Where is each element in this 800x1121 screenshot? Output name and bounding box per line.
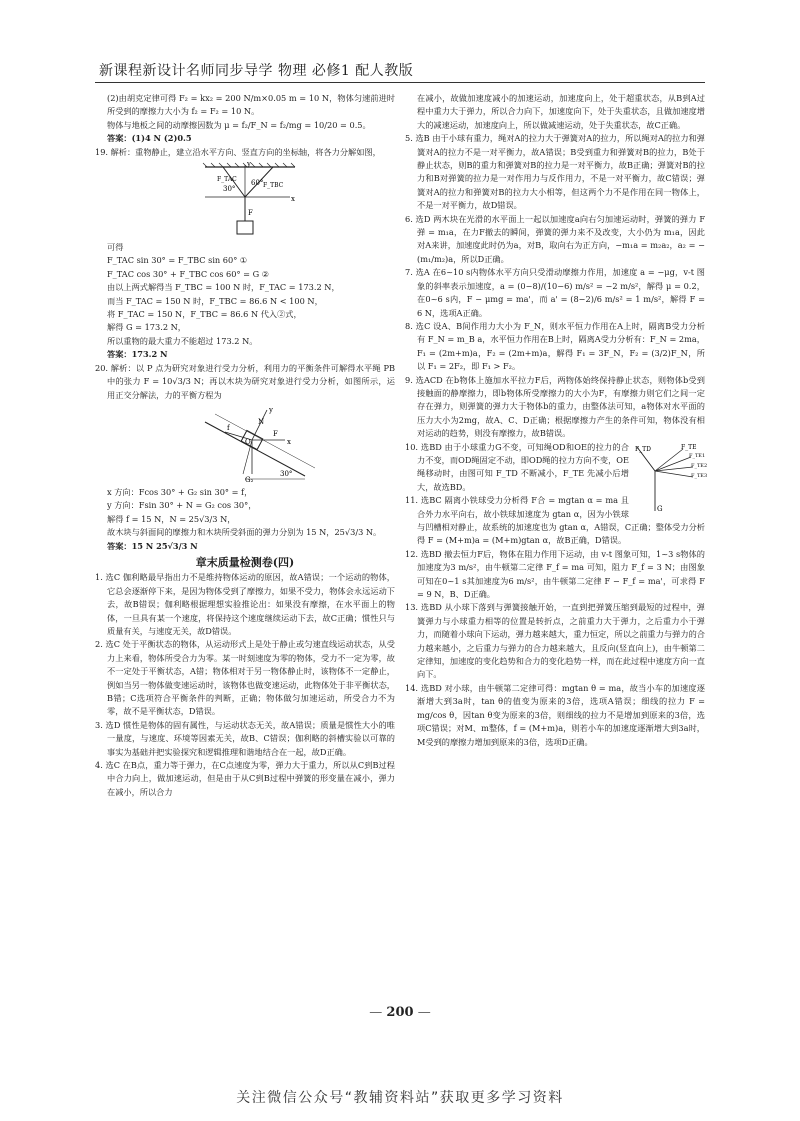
fig10-label-fte: F_TE <box>681 443 697 451</box>
question-answer: 1. 选C 伽利略最早指出力不是维持物体运动的原因，故A错误；一个运动的物体，它总会逐渐停下来，是因为物体受到了摩擦力，如果不受力，物体会永远运动下去，故B错误；伽利略根据理想实验推论出：如果没有摩擦，在水平面上的物体，一旦具有某一个速度，将保持这个速度继续运动下去，故C正确；惯性只与质量有关，与速度无关，故D错误。 <box>95 572 395 636</box>
fig19-label-f: F <box>248 209 253 218</box>
fig10-label-fte2: F_TE2 <box>691 462 708 469</box>
text-paragraph: 所以重物的最大重力不能超过 173.2 N。 <box>107 335 258 346</box>
fig20-label-fric: f <box>227 423 230 432</box>
text-paragraph: 由以上两式解得当 F_TBC = 100 N 时，F_TAC = 173.2 N， <box>107 282 340 293</box>
fig10-label-fte1: F_TE1 <box>689 452 706 459</box>
text-paragraph: 将 F_TAC = 150 N，F_TBC = 86.6 N 代入②式， <box>107 309 302 320</box>
question-answer: 2. 选C 处于平衡状态的物体，从运动形式上是处于静止或匀速直线运动状态，从受力上来看，物体所受合力为零。某一时刻速度为零的物体，受力不一定为零，故不一定处于平衡状态，A错；物体相对于另一物体静止时，该物体不一定静止，例如当另一物体做变速运动时，该物体也做变速运动，此物体处于非平衡状态，B错；C选项符合平衡条件的判断，正确；物体做匀加速运动，所受合力不为零，故不是平衡状态，D错误。 <box>95 639 395 717</box>
question-answer: 14. 选BD 对小球，由牛顿第二定律可得：mgtan θ = ma，故当小车的加速度逐渐增大到3a时，tan θ的值变为原来的3倍，选项A错误；细线的拉力 F = mg/cos θ，因tan θ变为原来的3倍，则细线的拉力不是增加到原来的3倍，选项C错误；对M、m整体，f = (M+m)a，则若小车的加速度逐渐增大到3a时，M受到的摩擦力增加到原来的3倍，选项D正确。 <box>405 682 705 747</box>
answer-line: 答案：15 N 25√3/3 N <box>107 540 198 551</box>
text-paragraph: 故木块与斜面间的摩擦力和木块所受斜面的弹力分别为 15 N，25√3/3 N。 <box>107 527 382 538</box>
question-answer: 3. 选D 惯性是物体的固有属性，与运动状态无关，故A错误；质量是惯性大小的唯一量度，与速度、环境等因素无关，故B、C错误；伽利略的斜槽实验以可靠的事实为基础并把实验探究和逻辑推理和谐地结合在一起，故D正确。 <box>95 719 395 757</box>
question-answer: 12. 选BD 撤去恒力F后，物体在阻力作用下运动，由 v-t 图象可知，1~3 s物体的加速度为3 m/s²，由牛顿第二定律 F_f = ma 可知，阻力 F_f = 3 N；由图象可知在0~1 s其加速度为6 m/s²，由牛顿第二定律 F − F_f = ma'，可求得 F = 9 N，B、D正确。 <box>405 548 705 600</box>
fig19-label-60: 60° <box>251 179 264 188</box>
left-column <box>95 92 395 799</box>
text-paragraph: 解得 G = 173.2 N， <box>107 322 186 333</box>
equation: F_TAC cos 30° + F_TBC cos 60° = G ② <box>107 268 270 279</box>
page-number: — 200 — <box>369 1005 431 1020</box>
footer-note: 关注微信公众号“教辅资料站”获取更多学习资料 <box>236 1090 564 1106</box>
equation: x 方向：Fcos 30° + G₂ sin 30° = f， <box>107 486 253 497</box>
text-paragraph: (2)由胡克定律可得 F₂ = kx₂ = 200 N/m×0.05 m = 10 N，物体匀速前进时所受到的摩擦力大小为 f₂ = F₂ = 10 N。 <box>107 93 395 117</box>
fig20-label-o: O <box>245 437 251 446</box>
question-answer: 7. 选A 在6~10 s内物体水平方向只受滑动摩擦力作用，加速度 a = −μg，v-t 图象的斜率表示加速度，a = (0−8)/(10−6) m/s² = −2 m/s²，解得 μ = 0.2，在0~6 s内，F − μmg = ma'，而 a' = (8−2)/6 m/s² = 1 m/s²，解得 F = 6 N，选项A正确。 <box>405 267 705 318</box>
fig20-label-30: 30° <box>280 469 293 478</box>
equation: F_TAC sin 30° = F_TBC sin 60° ① <box>107 255 248 266</box>
fig19-label-30: 30° <box>223 185 236 194</box>
fig19-label-x: x <box>291 195 295 204</box>
fig19-label-ftbc: F_TBC <box>263 182 284 190</box>
fig20-label-f: F <box>273 429 278 438</box>
text-paragraph: 在减小，故做加速度减小的加速运动，加速度向上，处于超重状态，从B到A过程中重力大于弹力，所以合力向下，加速度向下，处于失重状态，且做加速度增大的减速运动，加速度向上，所以做减速运动，处于失重状态，故C正确。 <box>417 93 705 130</box>
right-column <box>405 92 708 749</box>
question-answer: 13. 选BD 从小球下落到与弹簧接触开始，一直到把弹簧压缩到最短的过程中，弹簧弹力与小球重力相等的位置是转折点，之前重力大于弹力，之后重力小于弹力，而随着小球向下运动，弹力越来越大，重力恒定，所以之前重力与弹力的合力越来越小，之后重力与弹力的合力越来越大，且反向(竖直向上)，由牛顿第二定律知，加速度的变化趋势和合力的变化趋势一样，而在此过程中速度方向一直向下。 <box>405 602 705 680</box>
page-number-value: 200 <box>386 1005 414 1020</box>
question-answer: 10. 选BD 由于小球重力G不变，可知绳OD和OE的拉力的合力不变，而OD绳固定不动，即OD绳的拉力方向不变，OE绳移动时，由图可知 F_TD 不断减小，F_TE 先减小后增大，故选BD。 <box>405 441 629 492</box>
fig19-label-y: y <box>247 160 251 169</box>
figure-10 <box>633 441 708 519</box>
answer-line: 答案：173.2 N <box>107 349 168 360</box>
text-paragraph: 解得 f = 15 N，N = 25√3/3 N， <box>107 513 236 524</box>
section-title: 章末质量检测卷(四) <box>195 555 295 569</box>
fig20-label-n: N <box>258 417 265 426</box>
figure-20 <box>95 404 395 484</box>
page-header <box>95 58 705 83</box>
question-answer: 11. 选BC 隔离小铁球受力分析得 F合 = mgtan α = ma 且合外力水平向右，故小铁球加速度为 gtan α，因为小铁球与凹槽相对静止，故系统的加速度也为 gtan α，A错误，C正确；整体受力分析得 F = (M+m)a = (M+m)gtan α，故B正确，D错误。 <box>405 495 705 546</box>
answer-line: 答案：(1)4 N (2)0.5 <box>107 133 192 144</box>
figure-19 <box>95 161 395 239</box>
fig19-label-ftac: F_TAC <box>217 176 237 184</box>
text-paragraph: 20. 解析：以 P 点为研究对象进行受力分析，利用力的平衡条件可解得水平绳 PB 中的张力 F = 10√3/3 N；再以木块为研究对象进行受力分析，如图所示，运用正交分解法，力的平衡方程为 <box>95 362 395 400</box>
text-paragraph: 可得 <box>107 242 124 253</box>
question-answer: 5. 选B 由于小球有重力，绳对A的拉力大于弹簧对A的拉力，所以绳对A的拉力和弹簧对A的拉力不是一对平衡力，故A错误；B受到重力和弹簧对B的拉力，B处于静止状态，则B的重力和弹簧对B的拉力是一对平衡力，故B正确；弹簧对B的拉力和B对弹簧的拉力是一对作用力与反作用力，不是一对平衡力，故C错误；弹簧对A的拉力和弹簧对B的拉力大小相等，但这两个力不是作用在同一物体上，不是一对平衡力，故D错误。 <box>405 133 705 211</box>
header-title: 新课程新设计名师同步导学 物理 必修1 配人教版 <box>99 63 414 79</box>
question-answer: 4. 选C 在B点，重力等于弹力，在C点速度为零，弹力大于重力，所以从C到B过程中合力向上，做加速运动，但是由于从C到B过程中弹簧的形变量在减小，弹力在减小，所以合力 <box>95 760 395 797</box>
question-answer: 8. 选C 设A、B间作用力大小为 F_N，则水平恒力作用在A上时，隔离B受力分析有 F_N = m_B a，水平恒力作用在B上时，隔离A受力分析有：F_N = 2ma，F₁ = (2m+m)a，F₂ = (2m+m)a，解得 F₁ = 3F_N，F₂ = (3/2)F_N，所以 F₁ = 2F₂，即 F₁ > F₂。 <box>405 320 705 372</box>
fig10-label-g: G <box>657 504 663 513</box>
fig10-label-ftd: F_TD <box>635 445 651 453</box>
text-paragraph: 19. 解析：重物静止，建立沿水平方向、竖直方向的坐标轴，将各力分解如图， <box>95 146 381 157</box>
fig20-label-x: x <box>287 437 291 446</box>
equation: y 方向：Fsin 30° + N = G₂ cos 30°， <box>107 500 257 511</box>
fig10-label-fte3: F_TE3 <box>691 472 708 479</box>
fig20-label-y: y <box>269 405 273 414</box>
text-paragraph: 而当 F_TAC = 150 N 时，F_TBC = 86.6 N < 100 N， <box>107 295 323 306</box>
fig20-label-g2: G₂ <box>245 475 254 484</box>
question-answer: 9. 选ACD 在b物体上施加水平拉力F后，两物体始终保持静止状态，则物体b受到接触面的静摩擦力，即b物体所受摩擦力的大小为F，有摩擦力则它们之间一定存在弹力，则弹簧的弹力大于物体b的重力，由整体法可知，a物体对水平面的压力大小为2mg，故A、C、D正确；根据摩擦力产生的条件可知，物体没有相对运动的趋势，则没有摩擦力，故B错误。 <box>405 374 705 439</box>
text-paragraph: 物体与地板之间的动摩擦因数为 μ = f₂/F_N = f₂/mg = 10/20 = 0.5。 <box>107 119 371 130</box>
question-answer: 6. 选D 两木块在光滑的水平面上一起以加速度a向右匀加速运动时，弹簧的弹力 F弹 = m₁a，在力F撤去的瞬间，弹簧的弹力来不及改变，大小仍为 m₁a，因此对A来讲，加速度此时仍为a，对B，取向右为正方向，−m₁a = m₂a₂，a₂ = −(m₁/m₂)a，所以D正确。 <box>405 213 705 264</box>
